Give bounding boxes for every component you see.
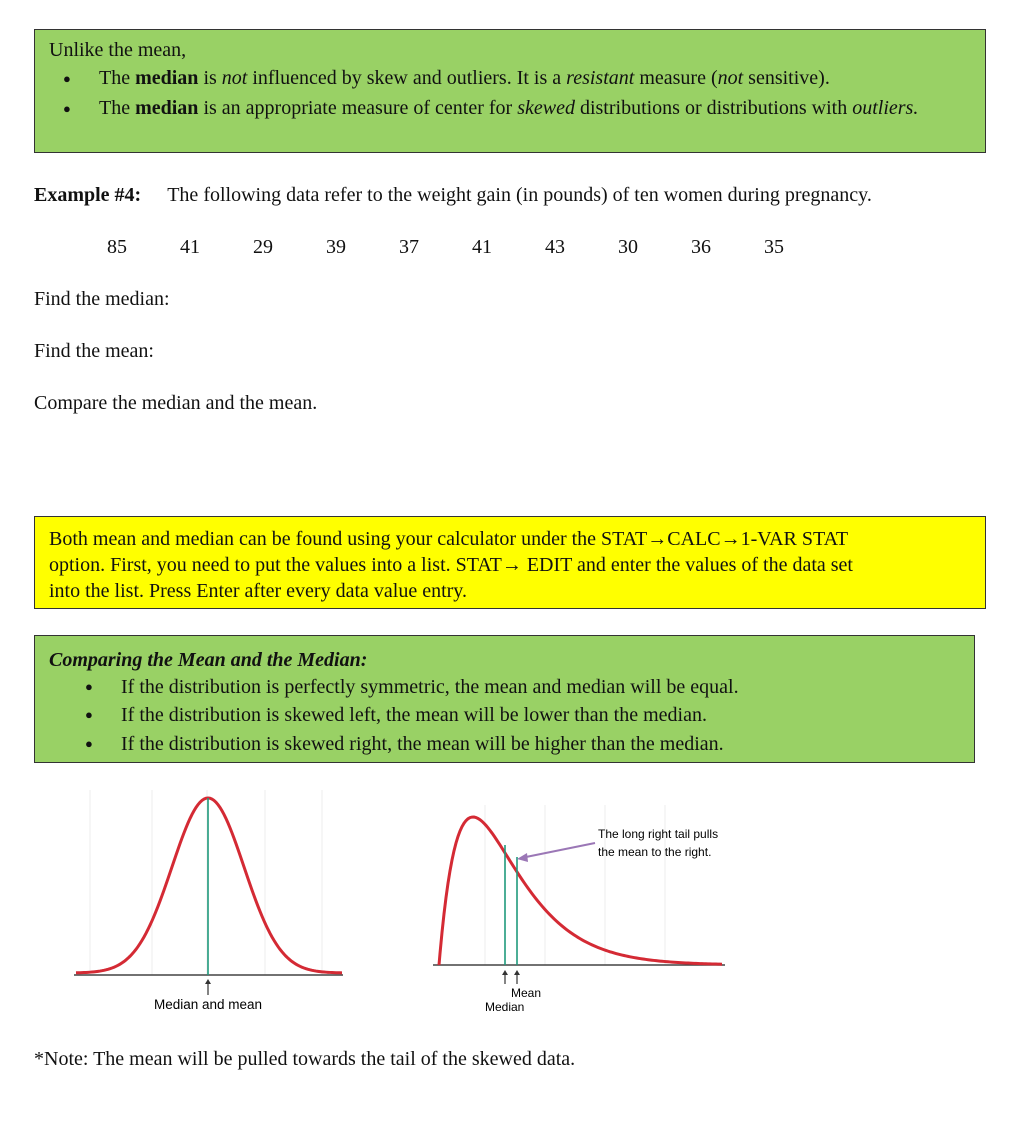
- right-skewed-distribution-figure: [425, 800, 745, 1022]
- compare-prompt: Compare the median and the mean.: [34, 392, 318, 414]
- data-value: 85: [107, 236, 127, 258]
- calculator-instructions-box: [34, 516, 986, 609]
- data-value: 41: [180, 236, 200, 258]
- data-value: 29: [253, 236, 273, 258]
- median-properties-list: [49, 65, 971, 122]
- list-item: ● The median is an appropriate measure of center for skewed distributions or distributions with outliers.: [49, 95, 971, 122]
- comparison-rules-list: [49, 673, 960, 759]
- faint-gridlines: [90, 790, 322, 975]
- data-values-row: [0, 236, 1032, 262]
- example-label: Example #4:: [34, 184, 142, 206]
- comparing-title: Comparing the Mean and the Median:: [49, 649, 368, 671]
- data-value: 36: [691, 236, 711, 258]
- symmetric-distribution-figure: [60, 785, 360, 1025]
- mean-arrow: [514, 970, 520, 984]
- median-mean-arrow: [205, 979, 211, 995]
- list-item: ● If the distribution is skewed right, the mean will be higher than the median.: [49, 729, 960, 759]
- tail-annotation-line-1: The long right tail pulls: [598, 827, 719, 841]
- data-value: 41: [472, 236, 492, 258]
- data-value: 43: [545, 236, 565, 258]
- data-value: 39: [326, 236, 346, 258]
- comparing-mean-median-box: [34, 635, 975, 763]
- skew-note: *Note: The mean will be pulled towards the tail of the skewed data.: [34, 1048, 576, 1070]
- calc-line-1: Both mean and median can be found using your calculator under the STAT→CALC→1-VAR STAT: [49, 528, 849, 550]
- median-arrow: [502, 970, 508, 984]
- list-item: ● If the distribution is skewed left, the mean will be lower than the median.: [49, 701, 960, 729]
- unlike-mean-intro: Unlike the mean,: [49, 39, 187, 61]
- data-value: 37: [399, 236, 419, 258]
- example-text: The following data refer to the weight gain (in pounds) of ten women during pregnancy.: [167, 184, 872, 206]
- find-mean-prompt: Find the mean:: [34, 340, 154, 362]
- tail-annotation-line-2: the mean to the right.: [598, 845, 712, 859]
- mean-label: Mean: [511, 986, 542, 1000]
- find-median-prompt: Find the median:: [34, 288, 170, 310]
- example-heading-row: [34, 182, 872, 209]
- median-and-mean-label: Median and mean: [153, 997, 263, 1012]
- median-label: Median: [485, 1000, 525, 1014]
- list-item: ● If the distribution is perfectly symmetric, the mean and median will be equal.: [49, 673, 960, 701]
- calc-line-2: option. First, you need to put the values into a list. STAT→ EDIT and enter the values of the data set: [49, 554, 853, 576]
- calc-line-3: into the list. Press Enter after every data value entry.: [49, 580, 467, 602]
- list-item: ● The median is not influenced by skew and outliers. It is a resistant measure (not sensitive).: [49, 65, 971, 92]
- data-value: 30: [618, 236, 638, 258]
- normal-curve: [76, 798, 342, 973]
- tail-annotation-arrow: [517, 843, 595, 862]
- median-resistance-box: [34, 29, 986, 153]
- data-value: 35: [764, 236, 784, 258]
